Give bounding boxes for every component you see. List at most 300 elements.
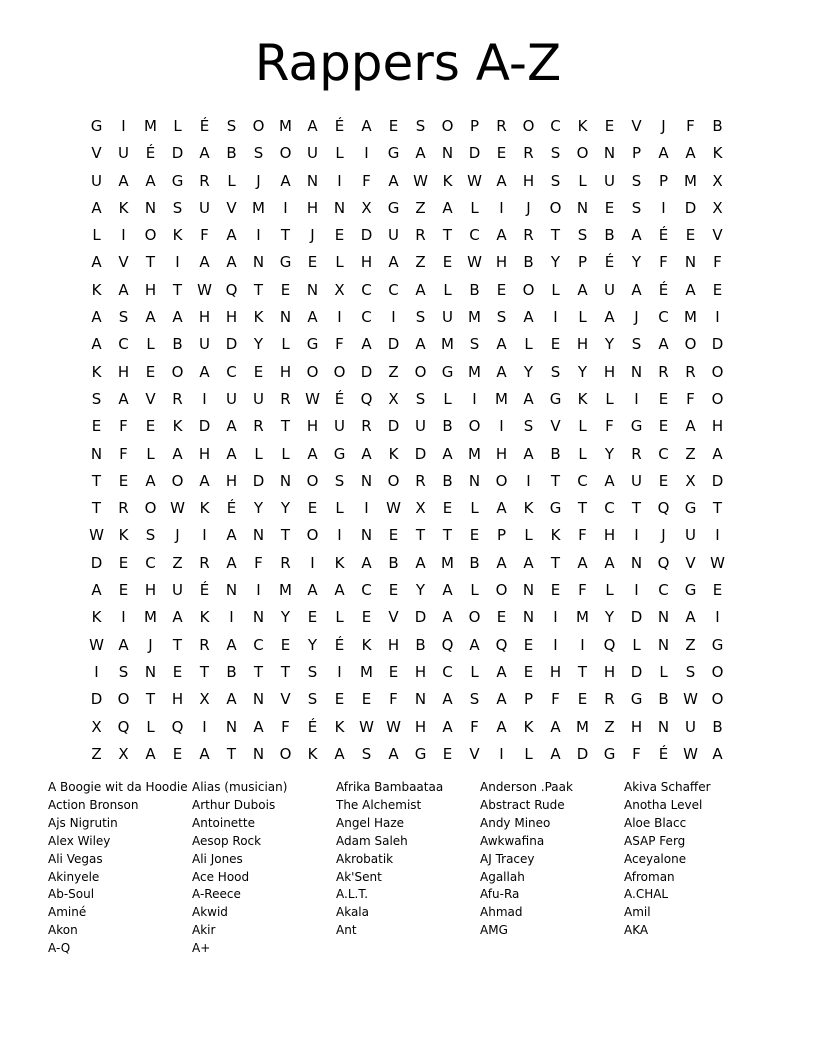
grid-letter: T xyxy=(415,526,426,545)
grid-letter: F xyxy=(686,389,695,408)
grid-letter: A xyxy=(496,226,507,245)
grid-letter: B xyxy=(658,690,669,709)
grid-letter: S xyxy=(226,117,237,135)
grid-letter: O xyxy=(306,526,319,545)
word-list-item: Action Bronson xyxy=(48,797,139,812)
grid-letter: K xyxy=(118,526,129,545)
grid-letter: T xyxy=(199,662,210,681)
grid-letter: A xyxy=(685,144,696,163)
grid-letter: H xyxy=(549,662,562,681)
grid-letter: F xyxy=(578,526,587,545)
grid-letter: A xyxy=(442,608,453,627)
grid-letter: C xyxy=(442,662,453,681)
grid-letter: U xyxy=(91,171,102,190)
grid-letter: G xyxy=(414,744,427,763)
grid-row xyxy=(83,331,731,358)
grid-letter: I xyxy=(202,526,207,545)
grid-letter: D xyxy=(711,335,724,354)
grid-letter: E xyxy=(523,662,534,681)
grid-letter: A xyxy=(361,553,372,572)
grid-letter: N xyxy=(522,581,535,600)
grid-letter: E xyxy=(469,526,480,545)
grid-letter: R xyxy=(523,144,534,163)
grid-letter: U xyxy=(172,581,183,600)
grid-letter: F xyxy=(119,417,128,436)
grid-letter: O xyxy=(711,662,724,681)
grid-letter: A xyxy=(118,280,129,299)
grid-letter: Y xyxy=(604,608,615,627)
grid-letter: M xyxy=(576,717,589,736)
word-list-item: Agallah xyxy=(480,869,525,884)
word-list-item: Ace Hood xyxy=(192,869,250,884)
grid-letter: D xyxy=(225,335,238,354)
grid-letter: O xyxy=(171,471,184,490)
grid-letter: F xyxy=(659,253,668,272)
grid-letter: A xyxy=(226,226,237,245)
grid-letter: R xyxy=(172,389,183,408)
grid-letter: A xyxy=(145,744,156,763)
grid-letter: A xyxy=(226,526,237,545)
grid-letter: N xyxy=(144,662,157,681)
grid-letter: K xyxy=(334,717,345,736)
grid-letter: V xyxy=(550,417,561,436)
grid-letter: N xyxy=(144,198,157,217)
grid-letter: T xyxy=(442,526,453,545)
grid-letter: O xyxy=(252,117,265,135)
grid-row xyxy=(83,113,731,140)
grid-row xyxy=(83,522,731,549)
grid-letter: A xyxy=(496,171,507,190)
grid-letter: A xyxy=(334,744,345,763)
grid-letter: A xyxy=(685,608,696,627)
grid-letter: E xyxy=(253,362,264,381)
grid-letter: É xyxy=(334,389,345,408)
grid-letter: B xyxy=(226,144,237,163)
grid-letter: M xyxy=(684,308,697,327)
grid-letter: G xyxy=(90,117,103,135)
grid-letter: N xyxy=(468,471,481,490)
grid-letter: G xyxy=(279,253,292,272)
grid-letter: W xyxy=(413,171,428,190)
grid-letter: Y xyxy=(523,362,534,381)
grid-letter: E xyxy=(577,690,588,709)
grid-letter: T xyxy=(280,226,291,245)
word-list-item: Ab-Soul xyxy=(48,887,95,902)
grid-letter: L xyxy=(578,171,587,190)
grid-letter: A xyxy=(442,444,453,463)
grid-letter: U xyxy=(118,144,129,163)
grid-letter: M xyxy=(468,444,481,463)
grid-letter: B xyxy=(226,662,237,681)
grid-letter: A xyxy=(712,744,723,763)
grid-letter: H xyxy=(225,308,238,327)
grid-letter: S xyxy=(307,690,318,709)
grid-letter: N xyxy=(657,717,670,736)
grid-letter: E xyxy=(496,144,507,163)
grid-letter: N xyxy=(252,253,265,272)
grid-letter: A xyxy=(685,417,696,436)
grid-letter: L xyxy=(335,608,344,627)
grid-letter: O xyxy=(711,389,724,408)
grid-letter: S xyxy=(145,526,156,545)
grid-letter: Q xyxy=(360,389,373,408)
word-list-item: A-Q xyxy=(48,941,71,956)
grid-letter: A xyxy=(388,744,399,763)
grid-letter: W xyxy=(197,280,212,299)
grid-letter: H xyxy=(414,717,427,736)
grid-letter: N xyxy=(279,308,292,327)
grid-letter: A xyxy=(415,280,426,299)
grid-letter: F xyxy=(362,171,371,190)
grid-letter: N xyxy=(603,144,616,163)
grid-letter: A xyxy=(307,308,318,327)
grid-letter: S xyxy=(523,417,534,436)
grid-letter: R xyxy=(685,362,696,381)
grid-letter: A xyxy=(604,308,615,327)
grid-letter: O xyxy=(279,744,292,763)
grid-letter: S xyxy=(172,198,183,217)
grid-letter: I xyxy=(364,499,369,518)
grid-letter: G xyxy=(387,198,400,217)
grid-letter: K xyxy=(91,280,102,299)
grid-letter: A xyxy=(91,198,102,217)
grid-letter: Q xyxy=(603,635,616,654)
grid-letter: E xyxy=(388,117,399,135)
grid-letter: E xyxy=(388,581,399,600)
grid-letter: Z xyxy=(172,553,183,572)
grid-letter: A xyxy=(118,171,129,190)
grid-letter: C xyxy=(550,117,561,135)
word-list-item: Akiva Schaffer xyxy=(624,780,711,794)
grid-letter: A xyxy=(199,144,210,163)
grid-letter: J xyxy=(310,226,315,245)
grid-letter: I xyxy=(337,308,342,327)
grid-letter: H xyxy=(144,581,157,600)
grid-letter: O xyxy=(711,362,724,381)
grid-letter: D xyxy=(630,662,643,681)
grid-letter: D xyxy=(360,362,373,381)
grid-letter: V xyxy=(118,253,129,272)
grid-letter: A xyxy=(199,362,210,381)
grid-letter: E xyxy=(118,553,129,572)
grid-letter: I xyxy=(121,226,126,245)
grid-letter: A xyxy=(442,581,453,600)
grid-letter: W xyxy=(305,389,320,408)
grid-letter: J xyxy=(634,308,639,327)
grid-letter: E xyxy=(550,335,561,354)
grid-letter: R xyxy=(253,417,264,436)
grid-letter: L xyxy=(632,635,641,654)
grid-letter: T xyxy=(145,253,156,272)
grid-letter: I xyxy=(94,662,99,681)
grid-letter: I xyxy=(364,144,369,163)
grid-letter: A xyxy=(91,308,102,327)
grid-letter: E xyxy=(496,608,507,627)
word-list-item: Ali Vegas xyxy=(48,851,103,866)
grid-letter: A xyxy=(172,444,183,463)
grid-letter: A xyxy=(307,444,318,463)
grid-letter: R xyxy=(658,362,669,381)
grid-letter: E xyxy=(388,526,399,545)
grid-letter: E xyxy=(307,253,318,272)
grid-letter: E xyxy=(496,280,507,299)
grid-letter: L xyxy=(578,444,587,463)
word-list-item: Anderson .Paak xyxy=(480,780,573,794)
grid-letter: E xyxy=(118,471,129,490)
grid-letter: O xyxy=(441,117,454,135)
grid-letter: L xyxy=(578,308,587,327)
grid-row xyxy=(83,140,731,167)
word-list-item: Adam Saleh xyxy=(336,833,408,848)
grid-letter: E xyxy=(658,417,669,436)
grid-letter: L xyxy=(470,581,479,600)
grid-letter: M xyxy=(252,198,265,217)
grid-letter: M xyxy=(279,581,292,600)
grid-row xyxy=(83,714,731,741)
grid-letter: M xyxy=(684,171,697,190)
grid-letter: L xyxy=(470,198,479,217)
grid-letter: R xyxy=(199,635,210,654)
grid-letter: É xyxy=(199,581,210,600)
grid-letter: Z xyxy=(388,362,399,381)
grid-letter: D xyxy=(360,226,373,245)
grid-letter: R xyxy=(118,499,129,518)
grid-letter: V xyxy=(469,744,480,763)
grid-letter: T xyxy=(172,280,183,299)
grid-letter: E xyxy=(442,499,453,518)
grid-letter: N xyxy=(522,608,535,627)
grid-letter: T xyxy=(442,226,453,245)
grid-letter: M xyxy=(468,362,481,381)
letter-grid xyxy=(83,113,731,768)
grid-letter: H xyxy=(711,417,724,436)
grid-letter: M xyxy=(144,117,157,135)
grid-letter: L xyxy=(470,499,479,518)
grid-letter: A xyxy=(226,553,237,572)
grid-letter: A xyxy=(226,690,237,709)
grid-letter: X xyxy=(712,171,723,190)
grid-letter: E xyxy=(388,662,399,681)
grid-letter: Y xyxy=(253,335,264,354)
grid-letter: I xyxy=(391,308,396,327)
grid-letter: W xyxy=(467,253,482,272)
grid-letter: D xyxy=(387,335,400,354)
grid-letter: H xyxy=(117,362,130,381)
word-list-item: AKA xyxy=(624,923,649,938)
grid-letter: U xyxy=(199,198,210,217)
grid-letter: L xyxy=(254,444,263,463)
grid-letter: K xyxy=(91,608,102,627)
grid-letter: E xyxy=(712,581,723,600)
grid-letter: G xyxy=(630,417,643,436)
grid-letter: N xyxy=(90,444,103,463)
grid-letter: Q xyxy=(225,280,238,299)
grid-letter: E xyxy=(145,417,156,436)
grid-letter: É xyxy=(658,226,669,245)
grid-letter: K xyxy=(334,553,345,572)
grid-letter: Y xyxy=(253,499,264,518)
grid-letter: I xyxy=(337,171,342,190)
grid-row xyxy=(83,222,731,249)
grid-letter: S xyxy=(415,117,426,135)
grid-letter: A xyxy=(523,553,534,572)
grid-letter: W xyxy=(359,717,374,736)
grid-letter: A xyxy=(226,417,237,436)
grid-letter: F xyxy=(281,717,290,736)
grid-letter: Y xyxy=(415,581,426,600)
grid-letter: B xyxy=(172,335,183,354)
grid-letter: S xyxy=(307,662,318,681)
grid-letter: M xyxy=(144,608,157,627)
grid-letter: T xyxy=(172,635,183,654)
word-list-item: A.CHAL xyxy=(624,887,669,902)
word-list-item: Alias (musician) xyxy=(192,780,288,794)
grid-letter: V xyxy=(280,690,291,709)
grid-letter: L xyxy=(470,662,479,681)
grid-letter: F xyxy=(119,444,128,463)
grid-row xyxy=(83,604,731,631)
grid-letter: H xyxy=(495,253,508,272)
grid-letter: J xyxy=(526,198,531,217)
grid-letter: Y xyxy=(280,499,291,518)
grid-letter: P xyxy=(496,526,507,545)
grid-letter: A xyxy=(631,280,642,299)
grid-row xyxy=(83,495,731,522)
grid-letter: K xyxy=(388,444,399,463)
grid-letter: A xyxy=(361,117,372,135)
grid-letter: N xyxy=(630,362,643,381)
word-column xyxy=(48,779,192,958)
grid-letter: F xyxy=(551,690,560,709)
grid-letter: D xyxy=(684,198,697,217)
grid-letter: R xyxy=(523,226,534,245)
grid-letter: J xyxy=(148,635,153,654)
grid-letter: X xyxy=(415,499,426,518)
grid-letter: K xyxy=(523,717,534,736)
grid-letter: H xyxy=(144,280,157,299)
grid-letter: P xyxy=(577,253,588,272)
grid-letter: T xyxy=(712,499,723,518)
grid-letter: E xyxy=(658,471,669,490)
grid-letter: N xyxy=(333,198,346,217)
grid-letter: S xyxy=(550,144,561,163)
grid-letter: B xyxy=(469,553,480,572)
grid-letter: M xyxy=(576,608,589,627)
grid-letter: F xyxy=(686,117,695,135)
grid-letter: H xyxy=(630,717,643,736)
grid-letter: L xyxy=(551,280,560,299)
grid-letter: O xyxy=(495,581,508,600)
word-list-item: Akinyele xyxy=(48,869,100,884)
grid-letter: O xyxy=(414,362,427,381)
grid-letter: A xyxy=(442,690,453,709)
grid-letter: I xyxy=(202,717,207,736)
grid-letter: C xyxy=(253,635,264,654)
grid-letter: A xyxy=(658,335,669,354)
grid-letter: Y xyxy=(604,335,615,354)
grid-letter: I xyxy=(121,608,126,627)
grid-letter: I xyxy=(634,389,639,408)
grid-letter: Y xyxy=(631,253,642,272)
grid-letter: É xyxy=(604,253,615,272)
grid-letter: K xyxy=(550,526,561,545)
grid-letter: L xyxy=(227,171,236,190)
grid-letter: O xyxy=(171,362,184,381)
grid-letter: H xyxy=(603,662,616,681)
word-list-item: Ak'Sent xyxy=(336,869,382,884)
word-list-item: Akala xyxy=(336,905,369,920)
grid-letter: N xyxy=(225,717,238,736)
grid-letter: N xyxy=(252,744,265,763)
grid-letter: I xyxy=(337,662,342,681)
word-list-item: Aceyalone xyxy=(624,851,687,866)
grid-letter: X xyxy=(118,744,129,763)
grid-letter: F xyxy=(713,253,722,272)
grid-letter: M xyxy=(468,308,481,327)
grid-letter: U xyxy=(415,417,426,436)
grid-letter: H xyxy=(522,171,535,190)
grid-letter: U xyxy=(685,526,696,545)
grid-row xyxy=(83,413,731,440)
grid-letter: A xyxy=(361,444,372,463)
grid-letter: B xyxy=(388,553,399,572)
grid-row xyxy=(83,441,731,468)
grid-letter: S xyxy=(334,471,345,490)
grid-letter: D xyxy=(630,608,643,627)
grid-letter: X xyxy=(685,471,696,490)
grid-letter: G xyxy=(630,690,643,709)
grid-letter: I xyxy=(283,198,288,217)
grid-letter: I xyxy=(121,117,126,135)
grid-letter: I xyxy=(526,471,531,490)
grid-letter: L xyxy=(578,417,587,436)
grid-letter: I xyxy=(337,526,342,545)
grid-letter: É xyxy=(145,144,156,163)
grid-letter: O xyxy=(306,471,319,490)
grid-letter: Z xyxy=(604,717,615,736)
grid-letter: E xyxy=(442,253,453,272)
word-list-item: Akwid xyxy=(192,905,228,920)
grid-letter: M xyxy=(360,662,373,681)
grid-letter: C xyxy=(145,553,156,572)
grid-letter: T xyxy=(577,662,588,681)
grid-letter: S xyxy=(118,662,129,681)
grid-letter: A xyxy=(496,690,507,709)
grid-letter: W xyxy=(467,171,482,190)
grid-letter: L xyxy=(146,444,155,463)
grid-letter: O xyxy=(522,280,535,299)
grid-letter: K xyxy=(253,308,264,327)
word-list-item: Akir xyxy=(192,923,216,938)
grid-letter: K xyxy=(361,635,372,654)
grid-letter: S xyxy=(550,362,561,381)
grid-letter: B xyxy=(712,717,723,736)
grid-letter: U xyxy=(631,471,642,490)
grid-letter: G xyxy=(684,499,697,518)
grid-letter: A xyxy=(523,444,534,463)
grid-letter: T xyxy=(280,662,291,681)
grid-letter: T xyxy=(253,662,264,681)
grid-letter: A xyxy=(496,553,507,572)
grid-letter: G xyxy=(549,389,562,408)
grid-letter: F xyxy=(632,744,641,763)
word-list-item: Amil xyxy=(624,905,651,920)
grid-letter: N xyxy=(360,526,373,545)
grid-letter: S xyxy=(415,389,426,408)
grid-letter: E xyxy=(361,608,372,627)
grid-letter: T xyxy=(550,471,561,490)
grid-row xyxy=(83,577,731,604)
